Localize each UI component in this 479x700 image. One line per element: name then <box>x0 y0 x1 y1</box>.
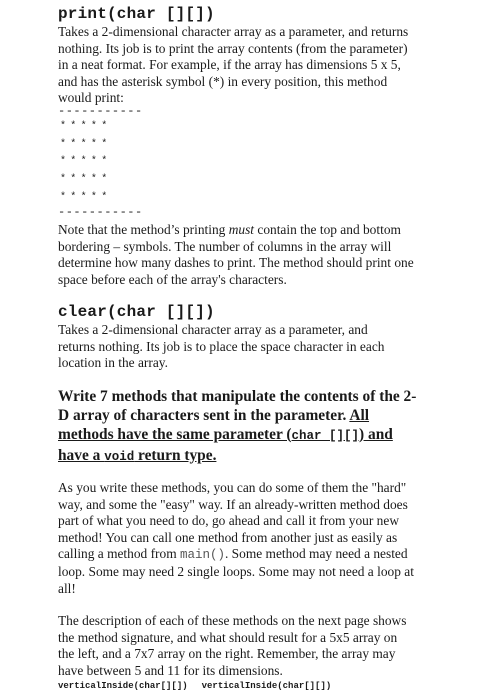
instructions-code: char [][] <box>291 429 360 443</box>
instructions-text: return type. <box>134 447 217 464</box>
instructions-text: All methods have the same parameter ( <box>58 407 370 443</box>
description-paragraph: The description of each of these methods on the next page shows the method signature, and what should result for a 5x5 array on the left, and a 7x7 array on the right. Remember, the array may have between 5 and 11 for its dimensions. <box>58 613 407 678</box>
clear-description: Takes a 2-dimensional character array as a parameter, and returns nothing. Its job is to place the space character in each location in the array. <box>58 322 385 371</box>
advice-text: As you write these methods, you can do some of them the "hard" way, and some the "easy" way. If an already-written method does part of what you need to do, go ahead and call it from your new method! You can call one method from another just as easily as calling a method from <box>58 480 408 562</box>
instructions-lead: Write 7 methods that manipulate the contents of the 2-D array of characters sent in the parameter. <box>58 388 417 424</box>
grid-row: ***** <box>60 174 112 186</box>
note-emphasis: must <box>228 222 255 237</box>
left-signature: verticalInside(char[][]) <box>58 681 188 691</box>
advice-text: . Some method may need a nested loop. Some may need 2 single loops. Some may not need a loop at all! <box>58 546 414 596</box>
advice-code: main() <box>179 548 225 563</box>
note-text: contain the top and bottom bordering – symbols. The number of columns in the array will determine how many dashes to print. The method should print one space before each of the array's characters. <box>58 222 414 287</box>
grid-row: ***** <box>60 156 112 168</box>
asterisk-grid <box>58 118 112 207</box>
grid-row: ***** <box>60 191 112 203</box>
grid-bottom-border: ----------- <box>58 205 143 219</box>
instructions-text: ) and have a <box>58 426 393 464</box>
print-signature: print(char [][]) <box>58 5 215 23</box>
grid-row: ***** <box>60 138 112 150</box>
method-signatures-row <box>58 680 331 692</box>
print-note <box>58 222 420 288</box>
instructions-code: void <box>104 450 135 464</box>
instructions <box>58 387 423 467</box>
clear-signature: clear(char [][]) <box>58 303 215 321</box>
note-text: Note that the method’s printing <box>58 222 229 237</box>
print-description: Takes a 2-dimensional character array as a parameter, and returns nothing. Its job is to print the array contents (from the parameter) in a neat format. For example, if the array has dimensions 5 x 5, and has the asterisk symbol (*) in every position, this method would print: <box>58 24 409 106</box>
grid-top-border: ----------- <box>58 104 143 118</box>
advice-paragraph <box>58 480 420 597</box>
right-signature: verticalInside(char[][]) <box>201 681 332 691</box>
grid-row: ***** <box>60 121 112 132</box>
